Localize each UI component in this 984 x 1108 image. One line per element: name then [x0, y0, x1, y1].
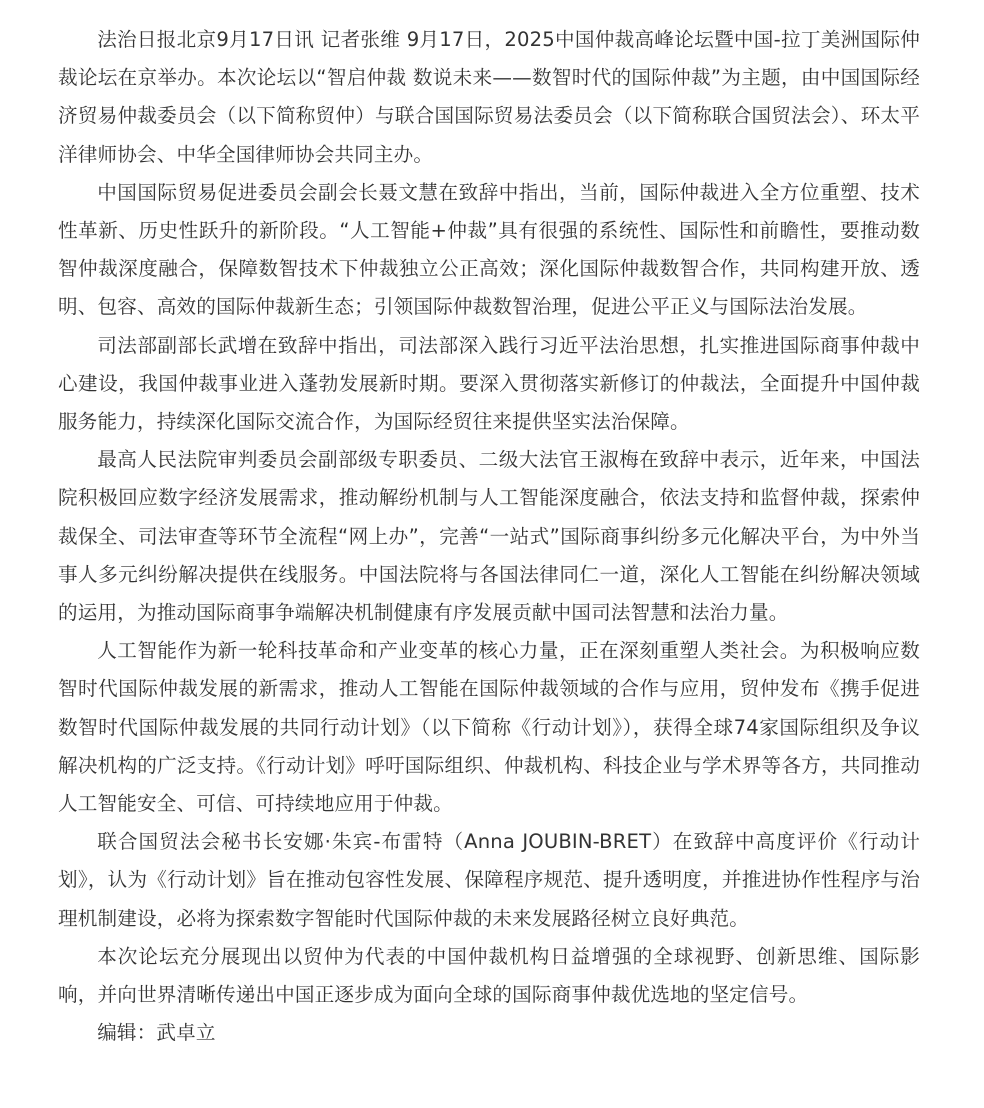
paragraph-action-plan: 人工智能作为新一轮科技革命和产业变革的核心力量，正在深刻重塑人类社会。为积极响应数智时代国际仲裁发展的新需求，推动人工智能在国际仲裁领域的合作与应用，贸仲发布《携手促进数智时代国际仲裁发展的共同行动计划》（以下简称《行动计划》），获得全球74家国际组织及争议解决机构的广泛支持。《行动计划》呼吁国际组织、仲裁机构、科技企业与学术界等各方，共同推动人工智能安全、可信、可持续地应用于仲裁。	[58, 639, 920, 816]
paragraph-spc-speech: 最高人民法院审判委员会副部级专职委员、二级大法官王淑梅在致辞中表示，近年来，中国法院积极回应数字经济发展需求，推动解纷机制与人工智能深度融合，依法支持和监督仲裁，探索仲裁保全、司法审查等环节全流程“网上办”，完善“一站式”国际商事纠纷多元化解决平台，为中外当事人多元纠纷解决提供在线服务。中国法院将与各国法律同仁一道，深化人工智能在纠纷解决领域的运用，为推动国际商事争端解决机制健康有序发展贡献中国司法智慧和法治力量。	[58, 448, 920, 625]
paragraph-lead: 法治日报北京9月17日讯 记者张维 9月17日，2025中国仲裁高峰论坛暨中国-拉丁美洲国际仲裁论坛在京举办。本次论坛以“智启仲裁 数说未来——数智时代的国际仲裁”为主题，由中国国际经济贸易仲裁委员会（以下简称贸仲）与联合国国际贸易法委员会（以下简称联合国贸法会）、环太平洋律师协会、中华全国律师协会共同主办。	[58, 28, 920, 166]
paragraph-ccpit-speech: 中国国际贸易促进委员会副会长聂文慧在致辞中指出，当前，国际仲裁进入全方位重塑、技术性革新、历史性跃升的新阶段。“人工智能+仲裁”具有很强的系统性、国际性和前瞻性，要推动数智仲裁深度融合，保障数智技术下仲裁独立公正高效；深化国际仲裁数智合作，共同构建开放、透明、包容、高效的国际仲裁新生态；引领国际仲裁数智治理，促进公平正义与国际法治发展。	[58, 180, 920, 319]
paragraph-moj-speech: 司法部副部长武增在致辞中指出，司法部深入践行习近平法治思想，扎实推进国际商事仲裁中心建设，我国仲裁事业进入蓬勃发展新时期。要深入贯彻落实新修订的仲裁法，全面提升中国仲裁服务能力，持续深化国际交流合作，为国际经贸往来提供坚实法治保障。	[58, 333, 920, 434]
paragraph-uncitral-speech: 联合国贸法会秘书长安娜·朱宾-布雷特（Anna JOUBIN-BRET）在致辞中高度评价《行动计划》，认为《行动计划》旨在推动包容性发展、保障程序规范、提升透明度，并推进协作性程序与治理机制建设，必将为探索数字智能时代国际仲裁的未来发展路径树立良好典范。	[58, 830, 920, 930]
editor-credit: 编辑：武卓立	[97, 1021, 216, 1045]
paragraph-conclusion: 本次论坛充分展现出以贸仲为代表的中国仲裁机构日益增强的全球视野、创新思维、国际影响，并向世界清晰传递出中国正逐步成为面向全球的国际商事仲裁优选地的坚定信号。	[58, 944, 920, 1007]
article-body	[58, 21, 920, 1052]
